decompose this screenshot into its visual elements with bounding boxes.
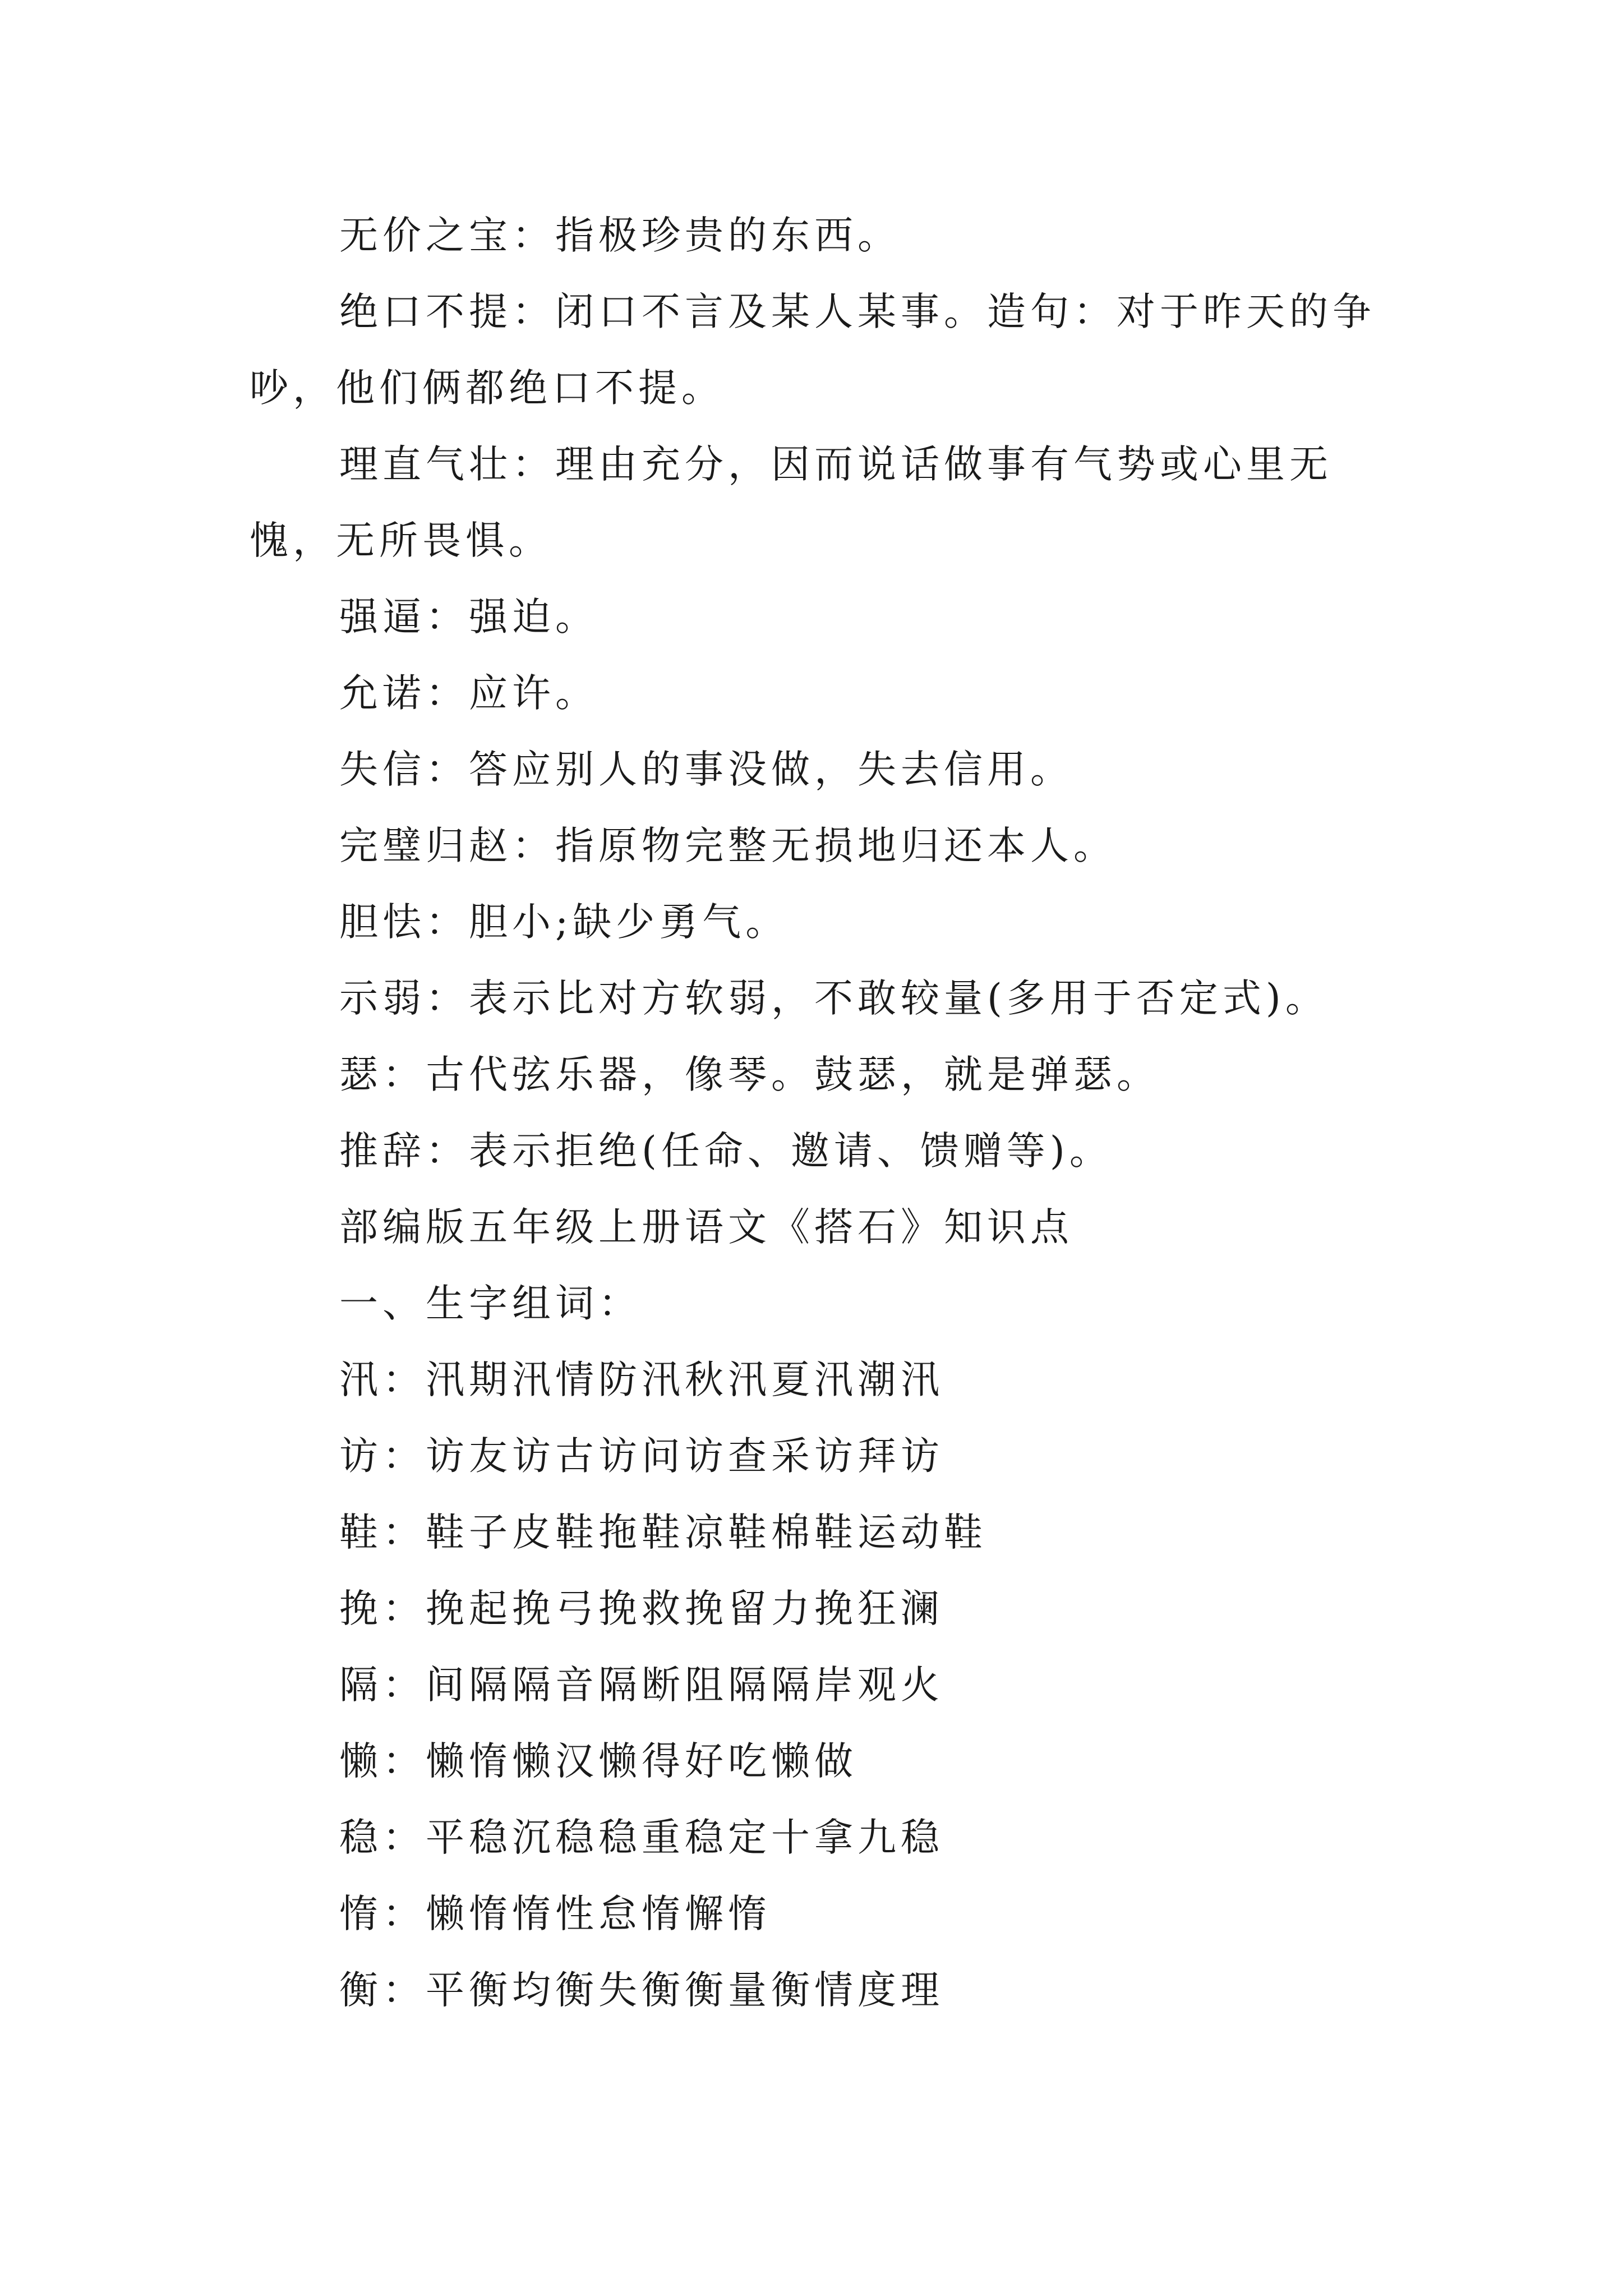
word-group-line: 衡：平衡均衡失衡衡量衡情度理 [339, 1968, 944, 2013]
definition-paragraph: 失信：答应别人的事没做，失去信用。 [339, 747, 1073, 792]
definition-paragraph: 瑟：古代弦乐器，像琴。鼓瑟，就是弹瑟。 [339, 1052, 1160, 1097]
word-group-line: 隔：间隔隔音隔断阻隔隔岸观火 [339, 1663, 944, 1708]
definition-paragraph: 无价之宝：指极珍贵的东西。 [339, 213, 901, 258]
definition-paragraph: 强逼：强迫。 [339, 595, 598, 639]
word-group-line: 稳：平稳沉稳稳重稳定十拿九稳 [339, 1815, 944, 1860]
subsection-heading: 一、生字组词： [339, 1281, 642, 1326]
word-group-line: 懒：懒惰懒汉懒得好吃懒做 [339, 1739, 857, 1784]
document-body [250, 197, 1382, 2028]
word-group-line: 挽：挽起挽弓挽救挽留力挽狂澜 [339, 1586, 944, 1631]
definition-paragraph: 绝口不提：闭口不言及某人某事。造句：对于昨天的争吵，他们俩都绝口不提。 [250, 289, 1376, 411]
word-group-line: 访：访友访古访问访查采访拜访 [339, 1434, 944, 1479]
section-heading: 部编版五年级上册语文《搭石》知识点 [339, 1205, 1073, 1250]
definition-paragraph: 理直气壮：理由充分，因而说话做事有气势或心里无愧，无所畏惧。 [250, 442, 1332, 563]
definition-paragraph: 示弱：表示比对方软弱，不敢较量(多用于否定式)。 [339, 976, 1329, 1021]
definition-paragraph: 允诺：应许。 [339, 671, 598, 716]
definition-paragraph: 推辞：表示拒绝(任命、邀请、馈赠等)。 [339, 1129, 1113, 1174]
word-group-line: 惰：懒惰惰性怠惰懈惰 [339, 1892, 771, 1936]
definition-paragraph: 完璧归赵：指原物完整无损地归还本人。 [339, 823, 1117, 868]
definition-paragraph: 胆怯：胆小;缺少勇气。 [339, 900, 789, 945]
word-group-line: 汛：汛期汛情防汛秋汛夏汛潮汛 [339, 1358, 944, 1402]
word-group-line: 鞋：鞋子皮鞋拖鞋凉鞋棉鞋运动鞋 [339, 1510, 987, 1555]
